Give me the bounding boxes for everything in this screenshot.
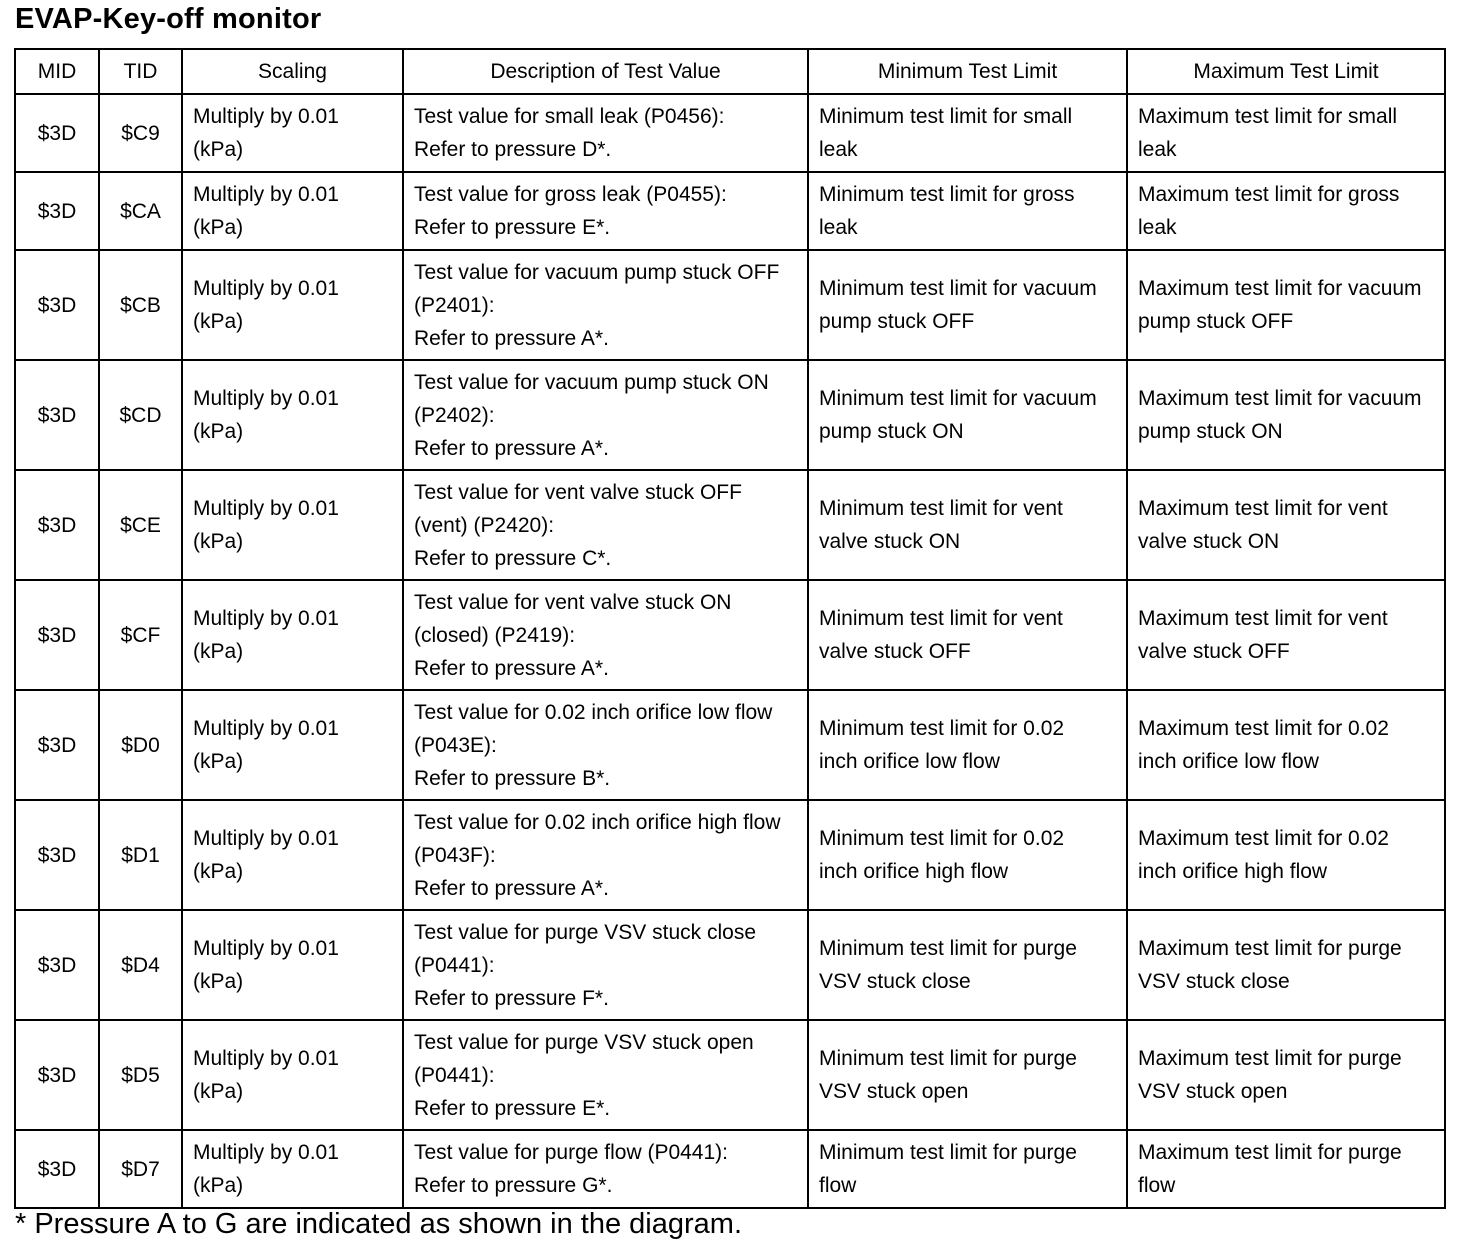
cell-min-limit-line: leak [819,138,858,161]
cell-description-line: Refer to pressure E*. [414,216,611,239]
cell-mid: $3D [15,690,99,800]
cell-min-limit-line: pump stuck OFF [819,310,975,333]
cell-scaling-line: Multiply by 0.01 [193,277,339,300]
table-row [15,580,1445,690]
cell-description-line: Test value for purge VSV stuck close [414,920,756,944]
cell-min-limit-line: Minimum test limit for small [819,105,1073,128]
cell-description-line: Refer to pressure G*. [414,1174,613,1197]
cell-scaling-line: Multiply by 0.01 [193,183,339,206]
cell-scaling-line: (kPa) [193,310,244,333]
cell-min-limit-line: VSV stuck open [819,1080,969,1103]
table-row [15,94,1445,172]
cell-min-limit [808,800,1127,910]
cell-description-line: (closed) (P2419): [414,623,576,647]
cell-description-line: (P2402): [414,403,495,427]
cell-description-line: Test value for gross leak (P0455): [414,183,727,206]
cell-tid: $D1 [99,800,182,910]
cell-description-line: (P0441): [414,1063,495,1087]
cell-max-limit [1127,250,1445,360]
cell-description-line: Test value for 0.02 inch orifice high flow [414,810,781,834]
cell-tid: $CE [99,470,182,580]
cell-mid: $3D [15,910,99,1020]
cell-max-limit [1127,800,1445,910]
cell-min-limit-line: Minimum test limit for vacuum [819,277,1097,300]
cell-min-limit-line: inch orifice low flow [819,750,1000,773]
cell-scaling-line: Multiply by 0.01 [193,937,339,960]
cell-max-limit [1127,94,1445,172]
cell-description-line: (P043E): [414,733,497,757]
cell-mid: $3D [15,1020,99,1130]
cell-max-limit-line: leak [1138,138,1177,161]
cell-min-limit [808,360,1127,470]
cell-description [403,1130,808,1208]
table-row [15,1130,1445,1208]
cell-scaling-line: (kPa) [193,530,244,553]
cell-description-line: Refer to pressure D*. [414,138,612,161]
table-row [15,910,1445,1020]
cell-max-limit-line: flow [1138,1174,1176,1197]
cell-scaling-line: (kPa) [193,640,244,663]
table-row [15,1020,1445,1130]
cell-min-limit [808,470,1127,580]
cell-min-limit-line: Minimum test limit for vacuum [819,387,1097,410]
cell-min-limit [808,910,1127,1020]
cell-scaling [182,1020,403,1130]
cell-max-limit [1127,910,1445,1020]
cell-description-line: Test value for vacuum pump stuck OFF [414,260,780,284]
cell-min-limit-line: Minimum test limit for 0.02 [819,717,1065,740]
cell-scaling-line: Multiply by 0.01 [193,607,339,630]
page-title: EVAP-Key-off monitor [15,3,322,35]
cell-description-line: Test value for purge VSV stuck open [414,1030,754,1054]
cell-min-limit-line: Minimum test limit for 0.02 [819,827,1065,850]
cell-description-line: (P043F): [414,843,496,867]
cell-max-limit [1127,470,1445,580]
cell-max-limit-line: Maximum test limit for purge [1138,1141,1402,1164]
cell-min-limit [808,1020,1127,1130]
cell-description-line: Test value for purge flow (P0441): [414,1141,728,1164]
cell-max-limit [1127,1020,1445,1130]
cell-max-limit [1127,172,1445,250]
cell-tid: $D7 [99,1130,182,1208]
cell-scaling-line: (kPa) [193,750,244,773]
footnote: * Pressure A to G are indicated as shown in the diagram. [15,1208,743,1240]
cell-min-limit [808,94,1127,172]
cell-mid: $3D [15,250,99,360]
cell-description-line: (vent) (P2420): [414,513,555,537]
cell-mid: $3D [15,800,99,910]
cell-description-line: Test value for vent valve stuck OFF [414,480,742,504]
cell-scaling [182,250,403,360]
cell-min-limit-line: Minimum test limit for vent [819,497,1063,520]
header-row [15,49,1445,94]
cell-max-limit-line: Maximum test limit for purge [1138,937,1402,960]
cell-min-limit-line: Minimum test limit for gross [819,183,1075,206]
cell-max-limit [1127,360,1445,470]
cell-description [403,580,808,690]
cell-scaling-line: Multiply by 0.01 [193,105,339,128]
cell-max-limit-line: leak [1138,216,1177,239]
cell-min-limit [808,690,1127,800]
cell-max-limit-line: Maximum test limit for 0.02 [1138,717,1389,740]
cell-mid: $3D [15,470,99,580]
cell-min-limit [808,172,1127,250]
cell-max-limit-line: valve stuck OFF [1138,640,1290,663]
cell-description [403,172,808,250]
cell-scaling-line: Multiply by 0.01 [193,497,339,520]
cell-scaling-line: (kPa) [193,1080,244,1103]
cell-min-limit-line: Minimum test limit for vent [819,607,1063,630]
cell-min-limit-line: Minimum test limit for purge [819,937,1077,960]
cell-scaling-line: (kPa) [193,216,244,239]
cell-max-limit-line: Maximum test limit for vent [1138,607,1388,630]
cell-min-limit-line: VSV stuck close [819,970,971,993]
cell-description-line: Test value for vacuum pump stuck ON [414,370,769,394]
table-row [15,690,1445,800]
cell-max-limit-line: Maximum test limit for 0.02 [1138,827,1389,850]
cell-scaling [182,1130,403,1208]
table-row [15,360,1445,470]
cell-scaling-line: (kPa) [193,970,244,993]
cell-scaling [182,800,403,910]
cell-max-limit-line: Maximum test limit for vacuum [1138,387,1422,410]
cell-max-limit-line: pump stuck ON [1138,420,1283,443]
cell-scaling [182,172,403,250]
cell-min-limit-line: leak [819,216,858,239]
table-row [15,250,1445,360]
cell-description [403,94,808,172]
cell-mid: $3D [15,1130,99,1208]
cell-max-limit-line: inch orifice low flow [1138,750,1319,773]
cell-scaling-line: Multiply by 0.01 [193,387,339,410]
cell-max-limit-line: inch orifice high flow [1138,860,1328,883]
cell-description-line: Refer to pressure A*. [414,876,609,900]
cell-scaling-line: (kPa) [193,860,244,883]
cell-description-line: Refer to pressure A*. [414,326,609,350]
cell-description-line: Refer to pressure F*. [414,986,609,1010]
cell-min-limit [808,580,1127,690]
cell-scaling-line: Multiply by 0.01 [193,827,339,850]
cell-max-limit [1127,580,1445,690]
cell-mid: $3D [15,360,99,470]
header-scaling: Scaling [182,49,403,94]
cell-min-limit-line: valve stuck OFF [819,640,971,663]
cell-max-limit [1127,1130,1445,1208]
header-tid: TID [99,49,182,94]
cell-tid: $CB [99,250,182,360]
cell-max-limit-line: VSV stuck open [1138,1080,1288,1103]
cell-max-limit-line: Maximum test limit for small [1138,105,1398,128]
cell-tid: $D0 [99,690,182,800]
cell-max-limit-line: valve stuck ON [1138,530,1280,553]
cell-description-line: Refer to pressure B*. [414,766,611,790]
cell-scaling-line: (kPa) [193,1174,244,1197]
cell-description-line: Refer to pressure A*. [414,436,609,460]
cell-max-limit [1127,690,1445,800]
cell-min-limit-line: pump stuck ON [819,420,964,443]
cell-scaling [182,94,403,172]
header-min-limit: Minimum Test Limit [808,49,1127,94]
cell-min-limit [808,1130,1127,1208]
cell-scaling [182,470,403,580]
cell-tid: $C9 [99,94,182,172]
cell-scaling-line: Multiply by 0.01 [193,717,339,740]
cell-min-limit-line: inch orifice high flow [819,860,1009,883]
cell-scaling-line: (kPa) [193,138,244,161]
table-row [15,470,1445,580]
header-description: Description of Test Value [403,49,808,94]
header-max-limit: Maximum Test Limit [1127,49,1445,94]
cell-min-limit-line: Minimum test limit for purge [819,1047,1077,1070]
cell-description-line: Refer to pressure E*. [414,1096,611,1120]
cell-description [403,1020,808,1130]
cell-max-limit-line: Maximum test limit for gross [1138,183,1400,206]
cell-tid: $D4 [99,910,182,1020]
table-row [15,800,1445,910]
cell-min-limit [808,250,1127,360]
cell-max-limit-line: Maximum test limit for purge [1138,1047,1402,1070]
cell-min-limit-line: Minimum test limit for purge [819,1141,1077,1164]
monitor-table [14,48,1446,1209]
cell-tid: $D5 [99,1020,182,1130]
cell-mid: $3D [15,94,99,172]
cell-description [403,800,808,910]
cell-mid: $3D [15,580,99,690]
cell-description-line: (P0441): [414,953,495,977]
cell-scaling-line: (kPa) [193,420,244,443]
cell-description-line: (P2401): [414,293,495,317]
cell-mid: $3D [15,172,99,250]
cell-tid: $CD [99,360,182,470]
header-mid: MID [15,49,99,94]
table-row [15,172,1445,250]
cell-description [403,250,808,360]
cell-description [403,910,808,1020]
cell-scaling [182,690,403,800]
cell-scaling-line: Multiply by 0.01 [193,1047,339,1070]
cell-scaling-line: Multiply by 0.01 [193,1141,339,1164]
cell-scaling [182,910,403,1020]
cell-max-limit-line: VSV stuck close [1138,970,1290,993]
cell-description-line: Test value for vent valve stuck ON [414,590,732,614]
cell-description-line: Test value for 0.02 inch orifice low flow [414,700,773,724]
cell-tid: $CA [99,172,182,250]
cell-description [403,690,808,800]
cell-max-limit-line: Maximum test limit for vacuum [1138,277,1422,300]
cell-min-limit-line: valve stuck ON [819,530,961,553]
cell-description [403,470,808,580]
cell-max-limit-line: pump stuck OFF [1138,310,1294,333]
cell-scaling [182,580,403,690]
cell-description-line: Test value for small leak (P0456): [414,105,725,128]
cell-max-limit-line: Maximum test limit for vent [1138,497,1388,520]
cell-description [403,360,808,470]
cell-description-line: Refer to pressure A*. [414,656,609,680]
cell-scaling [182,360,403,470]
cell-tid: $CF [99,580,182,690]
cell-min-limit-line: flow [819,1174,857,1197]
cell-description-line: Refer to pressure C*. [414,546,612,570]
